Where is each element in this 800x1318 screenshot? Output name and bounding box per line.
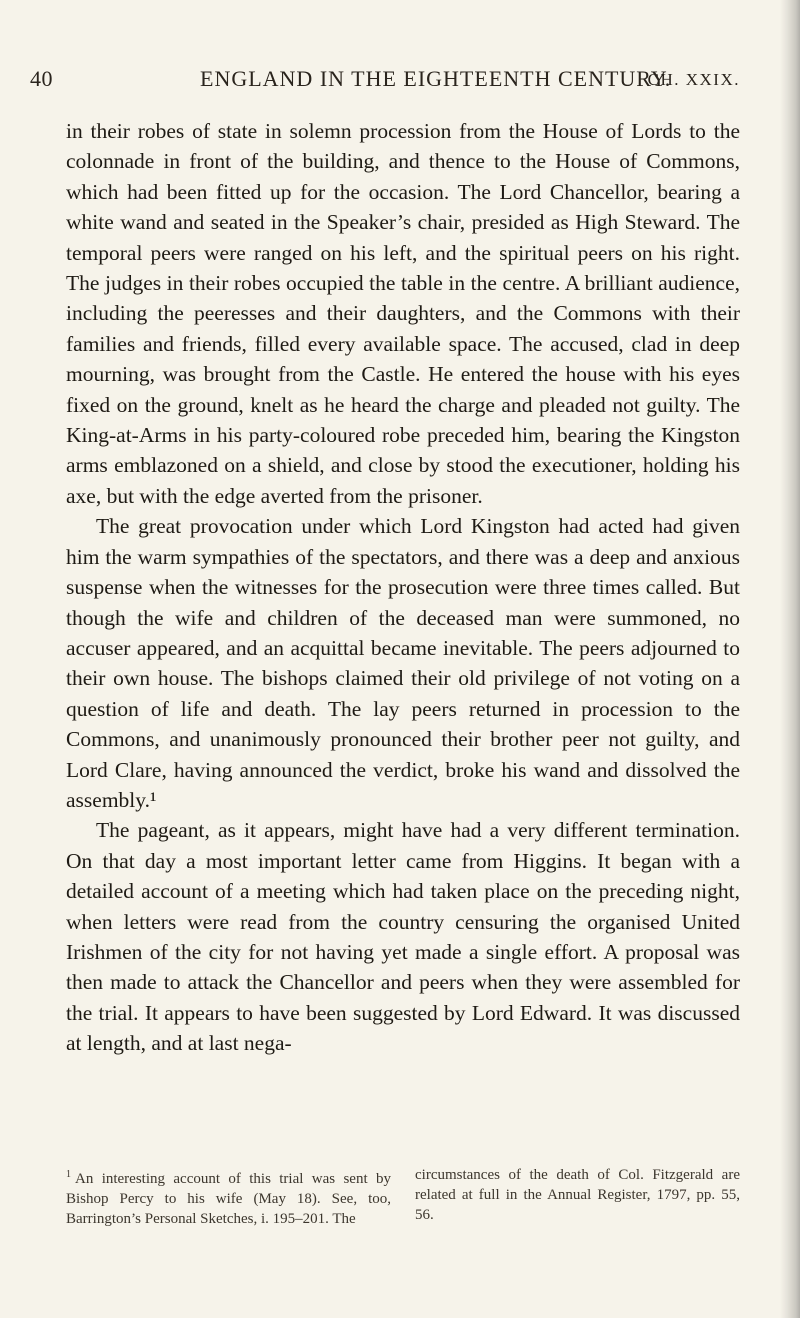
footnote-text-right: circumstances of the death of Col. Fitzgerald are related at full in the Annual Register, 1797, pp. 55, 56.	[415, 1167, 740, 1223]
running-header	[30, 66, 740, 96]
running-title: ENGLAND IN THE EIGHTEENTH CENTURY.	[200, 66, 672, 91]
page-number: 40	[30, 66, 53, 91]
footnote-column-left	[66, 1165, 391, 1229]
footnote	[66, 1165, 740, 1229]
paragraph: The pageant, as it appears, might have had a very different termination. On that day a most important letter came from Higgins. It began with a detailed account of a meeting which had taken place on the preceding night, when letters were read from the country censuring the organised United Irishmen of the city for not having yet made a single effort. A proposal was then made to attack the Chancellor and peers when they were assembled for the trial. It appears to have been suggested by Lord Edward. It was discussed at length, and at last nega-	[66, 818, 740, 1056]
footnote-mark: 1	[66, 1169, 71, 1180]
chapter-label: CH. XXIX.	[647, 70, 740, 89]
footnote-column-right	[415, 1165, 740, 1229]
main-text	[66, 116, 740, 1059]
paragraph: in their robes of state in solemn procession from the House of Lords to the colonnade in front of the building, and thence to the House of Commons, which had been fitted up for the occasion. The Lord Chancellor, bearing a white wand and seated in the Speaker’s chair, presided as High Steward. The temporal peers were ranged on his left, and the spiritual peers on his right. The judges in their robes occupied the table in the centre. A brilliant audience, including the peeresses and their daughters, and the Commons with their families and friends, filled every available space. The accused, clad in deep mourning, was brought from the Castle. He entered the house with his eyes fixed on the ground, knelt as he heard the charge and pleaded not guilty. The King-at-Arms in his party-coloured robe preceded him, bearing the Kingston arms emblazoned on a shield, and close by stood the executioner, holding his axe, but with the edge averted from the prisoner.	[66, 119, 740, 508]
paragraph: The great provocation under which Lord Kingston had acted had given him the warm sympathies of the spectators, and there was a deep and anxious suspense when the witnesses for the prosecution were three times called. But though the wife and children of the deceased man were summoned, no accuser appeared, and an acquittal became inevitable. The peers adjourned to their own house. The bishops claimed their old privilege of not voting on a question of life and death. The lay peers returned in procession to the Commons, and unanimously pronounced their brother peer not guilty, and Lord Clare, having announced the verdict, broke his wand and dissolved the assembly.¹	[66, 514, 740, 812]
page-edge-shadow	[780, 0, 800, 1318]
footnote-text-left: An interesting account of this trial was sent by Bishop Percy to his wife (May 18). See, too, Barrington’s Personal Sketches, i. 195–201. The	[66, 1171, 391, 1227]
